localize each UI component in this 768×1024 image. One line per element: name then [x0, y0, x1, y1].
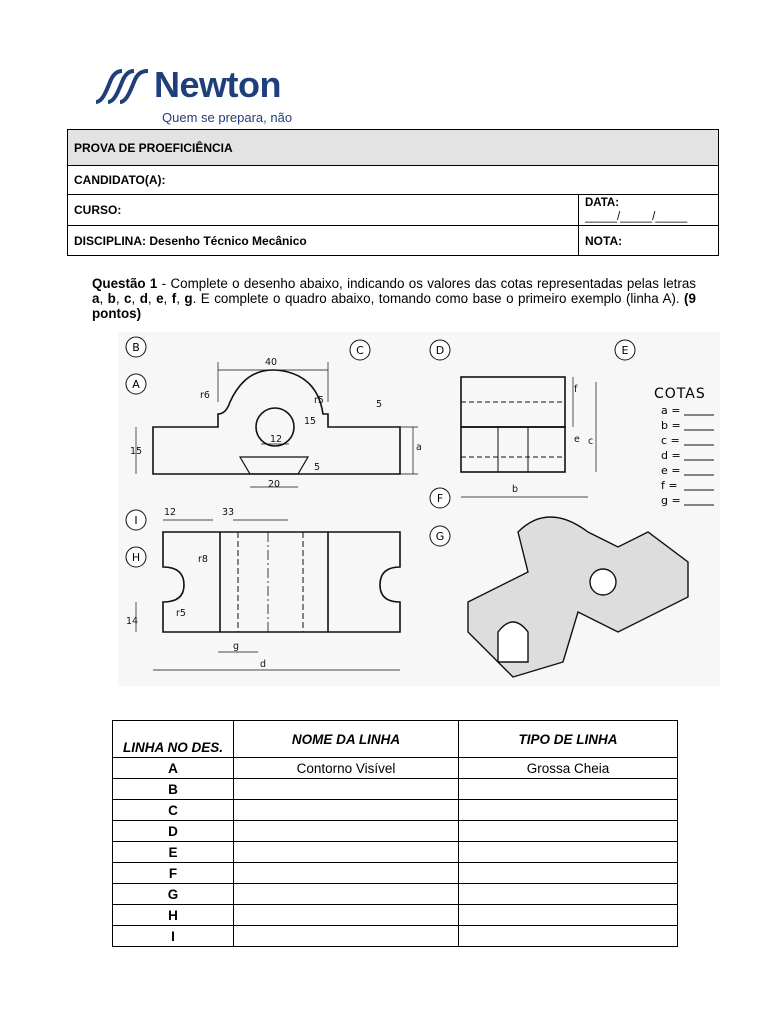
dim-c: c: [588, 436, 594, 447]
date-field[interactable]: [579, 195, 719, 226]
line-type-cell[interactable]: [459, 905, 678, 926]
line-name-cell[interactable]: [234, 905, 459, 926]
col-header-tipo: TIPO DE LINHA: [459, 721, 678, 758]
line-type-cell[interactable]: [459, 863, 678, 884]
line-name-cell[interactable]: [234, 863, 459, 884]
callout-f: F: [436, 492, 444, 505]
cota-b: b =: [661, 419, 681, 432]
subject-field: DISCIPLINA: Desenho Técnico Mecânico: [68, 226, 579, 256]
dim-33: 33: [222, 507, 235, 518]
brand-tagline: Quem se prepara, não: [162, 110, 293, 125]
dim-20: 20: [268, 479, 281, 490]
letter-a: a: [92, 291, 100, 306]
candidate-field[interactable]: CANDIDATO(A):: [68, 166, 719, 195]
line-type-cell[interactable]: Grossa Cheia: [459, 758, 678, 779]
callout-g: G: [435, 530, 445, 543]
dim-r8: r8: [198, 554, 208, 565]
exam-title: PROVA DE PROEFICIÊNCIA: [68, 130, 719, 166]
table-row: [113, 905, 678, 926]
dim-12: 12: [270, 434, 283, 445]
callout-i: I: [134, 514, 138, 527]
dim-14: 14: [126, 616, 139, 627]
cota-f: f =: [661, 479, 678, 492]
cota-e: e =: [661, 464, 681, 477]
line-letter-cell: G: [113, 884, 234, 905]
dim-5: 5: [376, 399, 383, 410]
line-name-cell[interactable]: Contorno Visível: [234, 758, 459, 779]
callout-d: D: [435, 344, 445, 357]
dim-r6: r6: [200, 390, 210, 401]
line-name-cell[interactable]: [234, 779, 459, 800]
line-letter-cell: B: [113, 779, 234, 800]
cotas-title: COTAS: [654, 386, 706, 402]
dim-12b: 12: [164, 507, 177, 518]
question-points: (9 pontos): [92, 291, 696, 321]
line-letter-cell: E: [113, 842, 234, 863]
cota-d: d =: [661, 449, 681, 462]
technical-drawing: [118, 332, 720, 686]
line-types-body: [113, 758, 678, 947]
dim-f: f: [574, 384, 578, 395]
callout-a: A: [132, 378, 140, 391]
line-name-cell[interactable]: [234, 884, 459, 905]
cota-a: a =: [661, 404, 681, 417]
question-text-2: . E complete o quadro abaixo, tomando como base o primeiro exemplo (linha A).: [192, 291, 685, 306]
line-type-cell[interactable]: [459, 884, 678, 905]
letter-d: d: [139, 291, 148, 306]
date-blank: _____/_____/_____: [585, 211, 688, 223]
dim-r5: r5: [314, 395, 324, 406]
callout-e: E: [621, 344, 629, 357]
table-row: [113, 863, 678, 884]
line-type-cell[interactable]: [459, 779, 678, 800]
line-type-cell[interactable]: [459, 926, 678, 947]
callout-b: B: [132, 341, 140, 354]
table-row: [113, 800, 678, 821]
question-label: Questão 1: [92, 276, 158, 291]
brand-name: Newton: [154, 64, 281, 105]
table-row: [113, 821, 678, 842]
date-label: DATA:: [585, 197, 620, 209]
dim-r5b: r5: [176, 608, 186, 619]
col-header-nome: NOME DA LINHA: [234, 721, 459, 758]
letter-c: c: [124, 291, 132, 306]
exam-header-table: [67, 129, 719, 256]
dim-g: g: [233, 641, 240, 652]
cota-g: g =: [661, 494, 681, 507]
dim-5b: 5: [314, 462, 321, 473]
question-text: Questão 1 - Complete o desenho abaixo, indicando os valores das cotas representadas pelas letras a, b, c, d, e, f, g. E complete o quadro abaixo, tomando como base o primeiro exemplo (linha A). (9 pontos): [92, 276, 696, 321]
dim-d: d: [260, 659, 267, 670]
newton-mark-icon: [92, 68, 154, 108]
table-row: [113, 779, 678, 800]
dim-40: 40: [265, 357, 278, 368]
line-type-cell[interactable]: [459, 842, 678, 863]
callout-c: C: [356, 344, 364, 357]
letter-b: b: [107, 291, 116, 306]
line-name-cell[interactable]: [234, 800, 459, 821]
dim-e: e: [574, 434, 580, 445]
line-letter-cell: A: [113, 758, 234, 779]
dim-15: 15: [130, 446, 143, 457]
line-name-cell[interactable]: [234, 842, 459, 863]
dim-15b: 15: [304, 416, 317, 427]
cota-c: c =: [661, 434, 680, 447]
newton-logo: [92, 66, 312, 128]
grade-field[interactable]: NOTA:: [579, 226, 719, 256]
line-type-cell[interactable]: [459, 821, 678, 842]
table-row: [113, 884, 678, 905]
line-letter-cell: I: [113, 926, 234, 947]
letter-g: g: [184, 291, 193, 306]
col-header-linha: LINHA NO DES.: [113, 721, 234, 758]
table-row: [113, 926, 678, 947]
line-types-table: [112, 720, 678, 947]
course-field[interactable]: CURSO:: [68, 195, 579, 226]
callout-h: H: [131, 551, 141, 564]
line-letter-cell: H: [113, 905, 234, 926]
line-letter-cell: C: [113, 800, 234, 821]
line-letter-cell: F: [113, 863, 234, 884]
question-text-1: - Complete o desenho abaixo, indicando os valores das cotas representadas pelas letras: [157, 276, 696, 291]
letter-e: e: [156, 291, 164, 306]
letter-f: f: [171, 291, 177, 306]
line-name-cell[interactable]: [234, 821, 459, 842]
table-row: [113, 758, 678, 779]
dim-a: a: [416, 442, 422, 453]
dim-b: b: [512, 484, 519, 495]
line-type-cell[interactable]: [459, 800, 678, 821]
line-name-cell[interactable]: [234, 926, 459, 947]
line-letter-cell: D: [113, 821, 234, 842]
table-row: [113, 842, 678, 863]
